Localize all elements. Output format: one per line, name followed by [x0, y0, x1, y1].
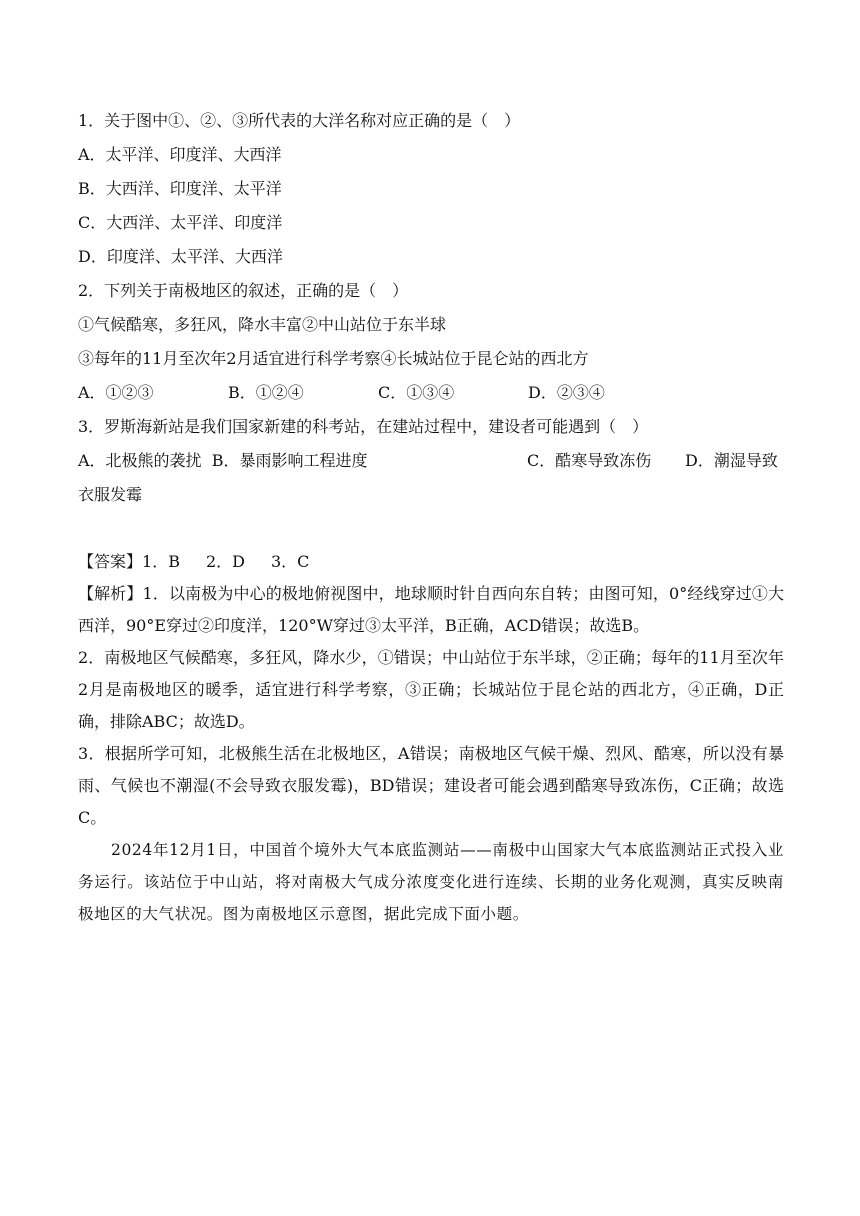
- question-1-option-a: A．太平洋、印度洋、大西洋: [78, 145, 282, 164]
- spacer: [78, 512, 784, 546]
- answer-1: 1．B: [142, 552, 180, 571]
- question-2-statement-2: ③每年的11月至次年2月适宜进行科学考察④长城站位于昆仑站的西北方: [78, 349, 589, 368]
- question-1-stem: 1．关于图中①、②、③所代表的大洋名称对应正确的是（ ）: [78, 111, 521, 130]
- question-2-option-d: D．②③④: [528, 383, 605, 402]
- analysis-paragraph-3: 3．根据所学可知，北极熊生活在北极地区，A错误；南极地区气候干燥、烈风、酷寒，所以没有暴雨、气候也不潮湿(不会导致衣服发霉)，BD错误；建设者可能会遇到酷寒导致冻伤，C正确；故选C。: [78, 744, 784, 827]
- question-2-option-a: A．①②③: [78, 383, 154, 402]
- question-3-stem: 3．罗斯海新站是我们国家新建的科考站，在建站过程中，建设者可能遇到（ ）: [78, 417, 649, 436]
- answer-label: 【答案】: [78, 552, 143, 571]
- analysis-label: 【解析】: [78, 584, 143, 603]
- question-2-option-c: C．①③④: [378, 383, 455, 402]
- question-1-option-d: D．印度洋、太平洋、大西洋: [78, 247, 283, 266]
- question-3-options: [78, 444, 784, 478]
- question-3-option-c: C．酷寒导致冻伤: [527, 451, 652, 470]
- question-3-option-a: A．北极熊的袭扰: [78, 451, 202, 470]
- answer-2: 2．D: [205, 552, 245, 571]
- question-2-option-b: B．①②④: [228, 383, 304, 402]
- analysis-paragraph-1: [78, 578, 784, 642]
- question-2-stem: 2．下列关于南极地区的叙述，正确的是（ ）: [78, 281, 409, 300]
- question-2-statement-1: ①气候酷寒，多狂风，降水丰富②中山站位于东半球: [78, 315, 447, 334]
- question-3-option-d: D．潮湿导致: [685, 451, 778, 470]
- question-3-options-ab: [78, 444, 527, 478]
- question-1-option-c: C．大西洋、太平洋、印度洋: [78, 213, 283, 232]
- material-intro-paragraph: 2024年12月1日，中国首个境外大气本底监测站——南极中山国家大气本底监测站正式投入业务运行。该站位于中山站，将对南极大气成分浓度变化进行连续、长期的业务化观测，真实反映南极地区的大气状况。图为南极地区示意图，据此完成下面小题。: [78, 841, 784, 923]
- document-content: [78, 104, 784, 930]
- analysis-text-1: 1．以南极为中心的极地俯视图中，地球顺时针自西向东自转；由图可知，0°经线穿过①大西洋，90°E穿过②印度洋，120°W穿过③太平洋，B正确，ACD错误；故选B。: [78, 584, 784, 635]
- answer-line: [78, 546, 784, 578]
- question-1-option-b: B．大西洋、印度洋、太平洋: [78, 179, 282, 198]
- analysis-paragraph-2: 2．南极地区气候酷寒，多狂风，降水少，①错误；中山站位于东半球，②正确；每年的11月至次年2月是南极地区的暖季，适宜进行科学考察，③正确；长城站位于昆仑站的西北方，④正确，D正确，排除ABC；故选D。: [78, 648, 784, 731]
- question-2-options: [78, 376, 784, 410]
- answer-3: 3．C: [270, 552, 310, 571]
- question-3-option-d-wrap: 衣服发霉: [78, 485, 143, 504]
- question-3-option-b: B．暴雨影响工程进度: [211, 451, 368, 470]
